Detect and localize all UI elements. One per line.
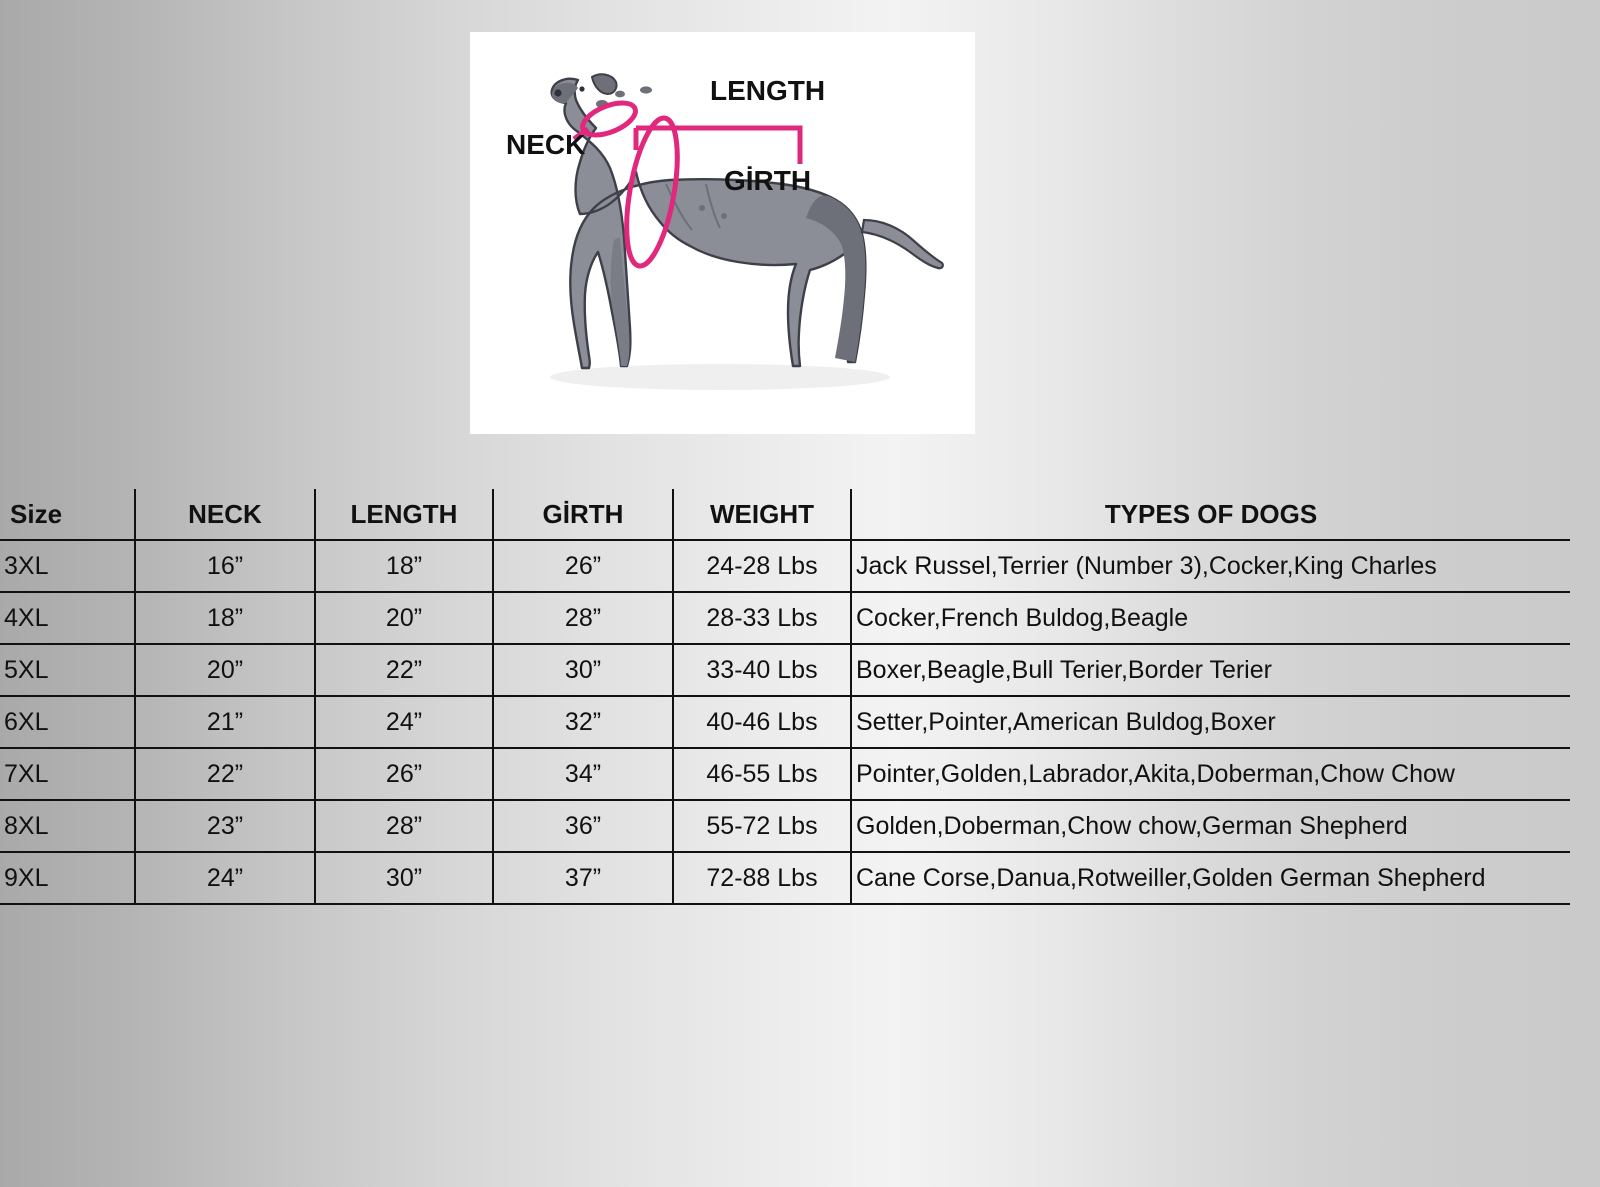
length-label: LENGTH [710,75,826,106]
cell-types: Jack Russel,Terrier (Number 3),Cocker,King Charles [851,540,1570,592]
cell-types: Pointer,Golden,Labrador,Akita,Doberman,Chow Chow [851,748,1570,800]
cell-types: Cane Corse,Danua,Rotweiller,Golden German Shepherd [851,852,1570,904]
cell-weight: 24-28 Lbs [673,540,851,592]
column-header-length: LENGTH [315,489,493,540]
dog-nipple-1 [699,205,705,211]
cell-length: 22” [315,644,493,696]
dog-spot-3 [640,86,652,93]
column-header-neck: NECK [135,489,315,540]
cell-neck: 24” [135,852,315,904]
cell-girth: 37” [493,852,673,904]
cell-length: 20” [315,592,493,644]
cell-neck: 21” [135,696,315,748]
column-header-girth: GİRTH [493,489,673,540]
cell-length: 24” [315,696,493,748]
cell-girth: 34” [493,748,673,800]
table-row [0,696,1570,748]
cell-types: Cocker,French Buldog,Beagle [851,592,1570,644]
cell-types: Setter,Pointer,American Buldog,Boxer [851,696,1570,748]
cell-girth: 28” [493,592,673,644]
cell-weight: 33-40 Lbs [673,644,851,696]
cell-weight: 55-72 Lbs [673,800,851,852]
table-header-row [0,489,1570,540]
dog-nose [554,89,561,96]
column-header-weight: WEIGHT [673,489,851,540]
measurement-diagram-panel [470,32,975,434]
cell-size: 5XL [0,644,135,696]
cell-weight: 28-33 Lbs [673,592,851,644]
cell-size: 4XL [0,592,135,644]
cell-length: 28” [315,800,493,852]
dog-nipple-2 [721,213,727,219]
cell-neck: 23” [135,800,315,852]
cell-girth: 26” [493,540,673,592]
cell-neck: 20” [135,644,315,696]
table-row [0,800,1570,852]
cell-girth: 36” [493,800,673,852]
cell-girth: 30” [493,644,673,696]
cell-size: 8XL [0,800,135,852]
cell-girth: 32” [493,696,673,748]
table-row [0,852,1570,904]
cell-size: 7XL [0,748,135,800]
ground-shadow [550,364,890,390]
cell-size: 9XL [0,852,135,904]
neck-label: NECK [506,129,586,160]
dog-eye [579,86,584,91]
column-header-size: Size [0,489,135,540]
size-chart-container [0,489,1570,905]
cell-neck: 18” [135,592,315,644]
cell-size: 3XL [0,540,135,592]
cell-length: 26” [315,748,493,800]
dog-spot-2 [615,91,625,98]
girth-label: GİRTH [724,165,812,196]
cell-weight: 72-88 Lbs [673,852,851,904]
cell-weight: 46-55 Lbs [673,748,851,800]
table-row [0,592,1570,644]
cell-types: Golden,Doberman,Chow chow,German Shepherd [851,800,1570,852]
cell-neck: 22” [135,748,315,800]
cell-length: 18” [315,540,493,592]
column-header-types-of-dogs: TYPES OF DOGS [851,489,1570,540]
cell-length: 30” [315,852,493,904]
cell-weight: 40-46 Lbs [673,696,851,748]
table-row [0,644,1570,696]
cell-neck: 16” [135,540,315,592]
size-chart-table [0,489,1570,905]
dog-measurement-diagram [470,32,975,434]
cell-size: 6XL [0,696,135,748]
table-row [0,748,1570,800]
table-row [0,540,1570,592]
cell-types: Boxer,Beagle,Bull Terier,Border Terier [851,644,1570,696]
